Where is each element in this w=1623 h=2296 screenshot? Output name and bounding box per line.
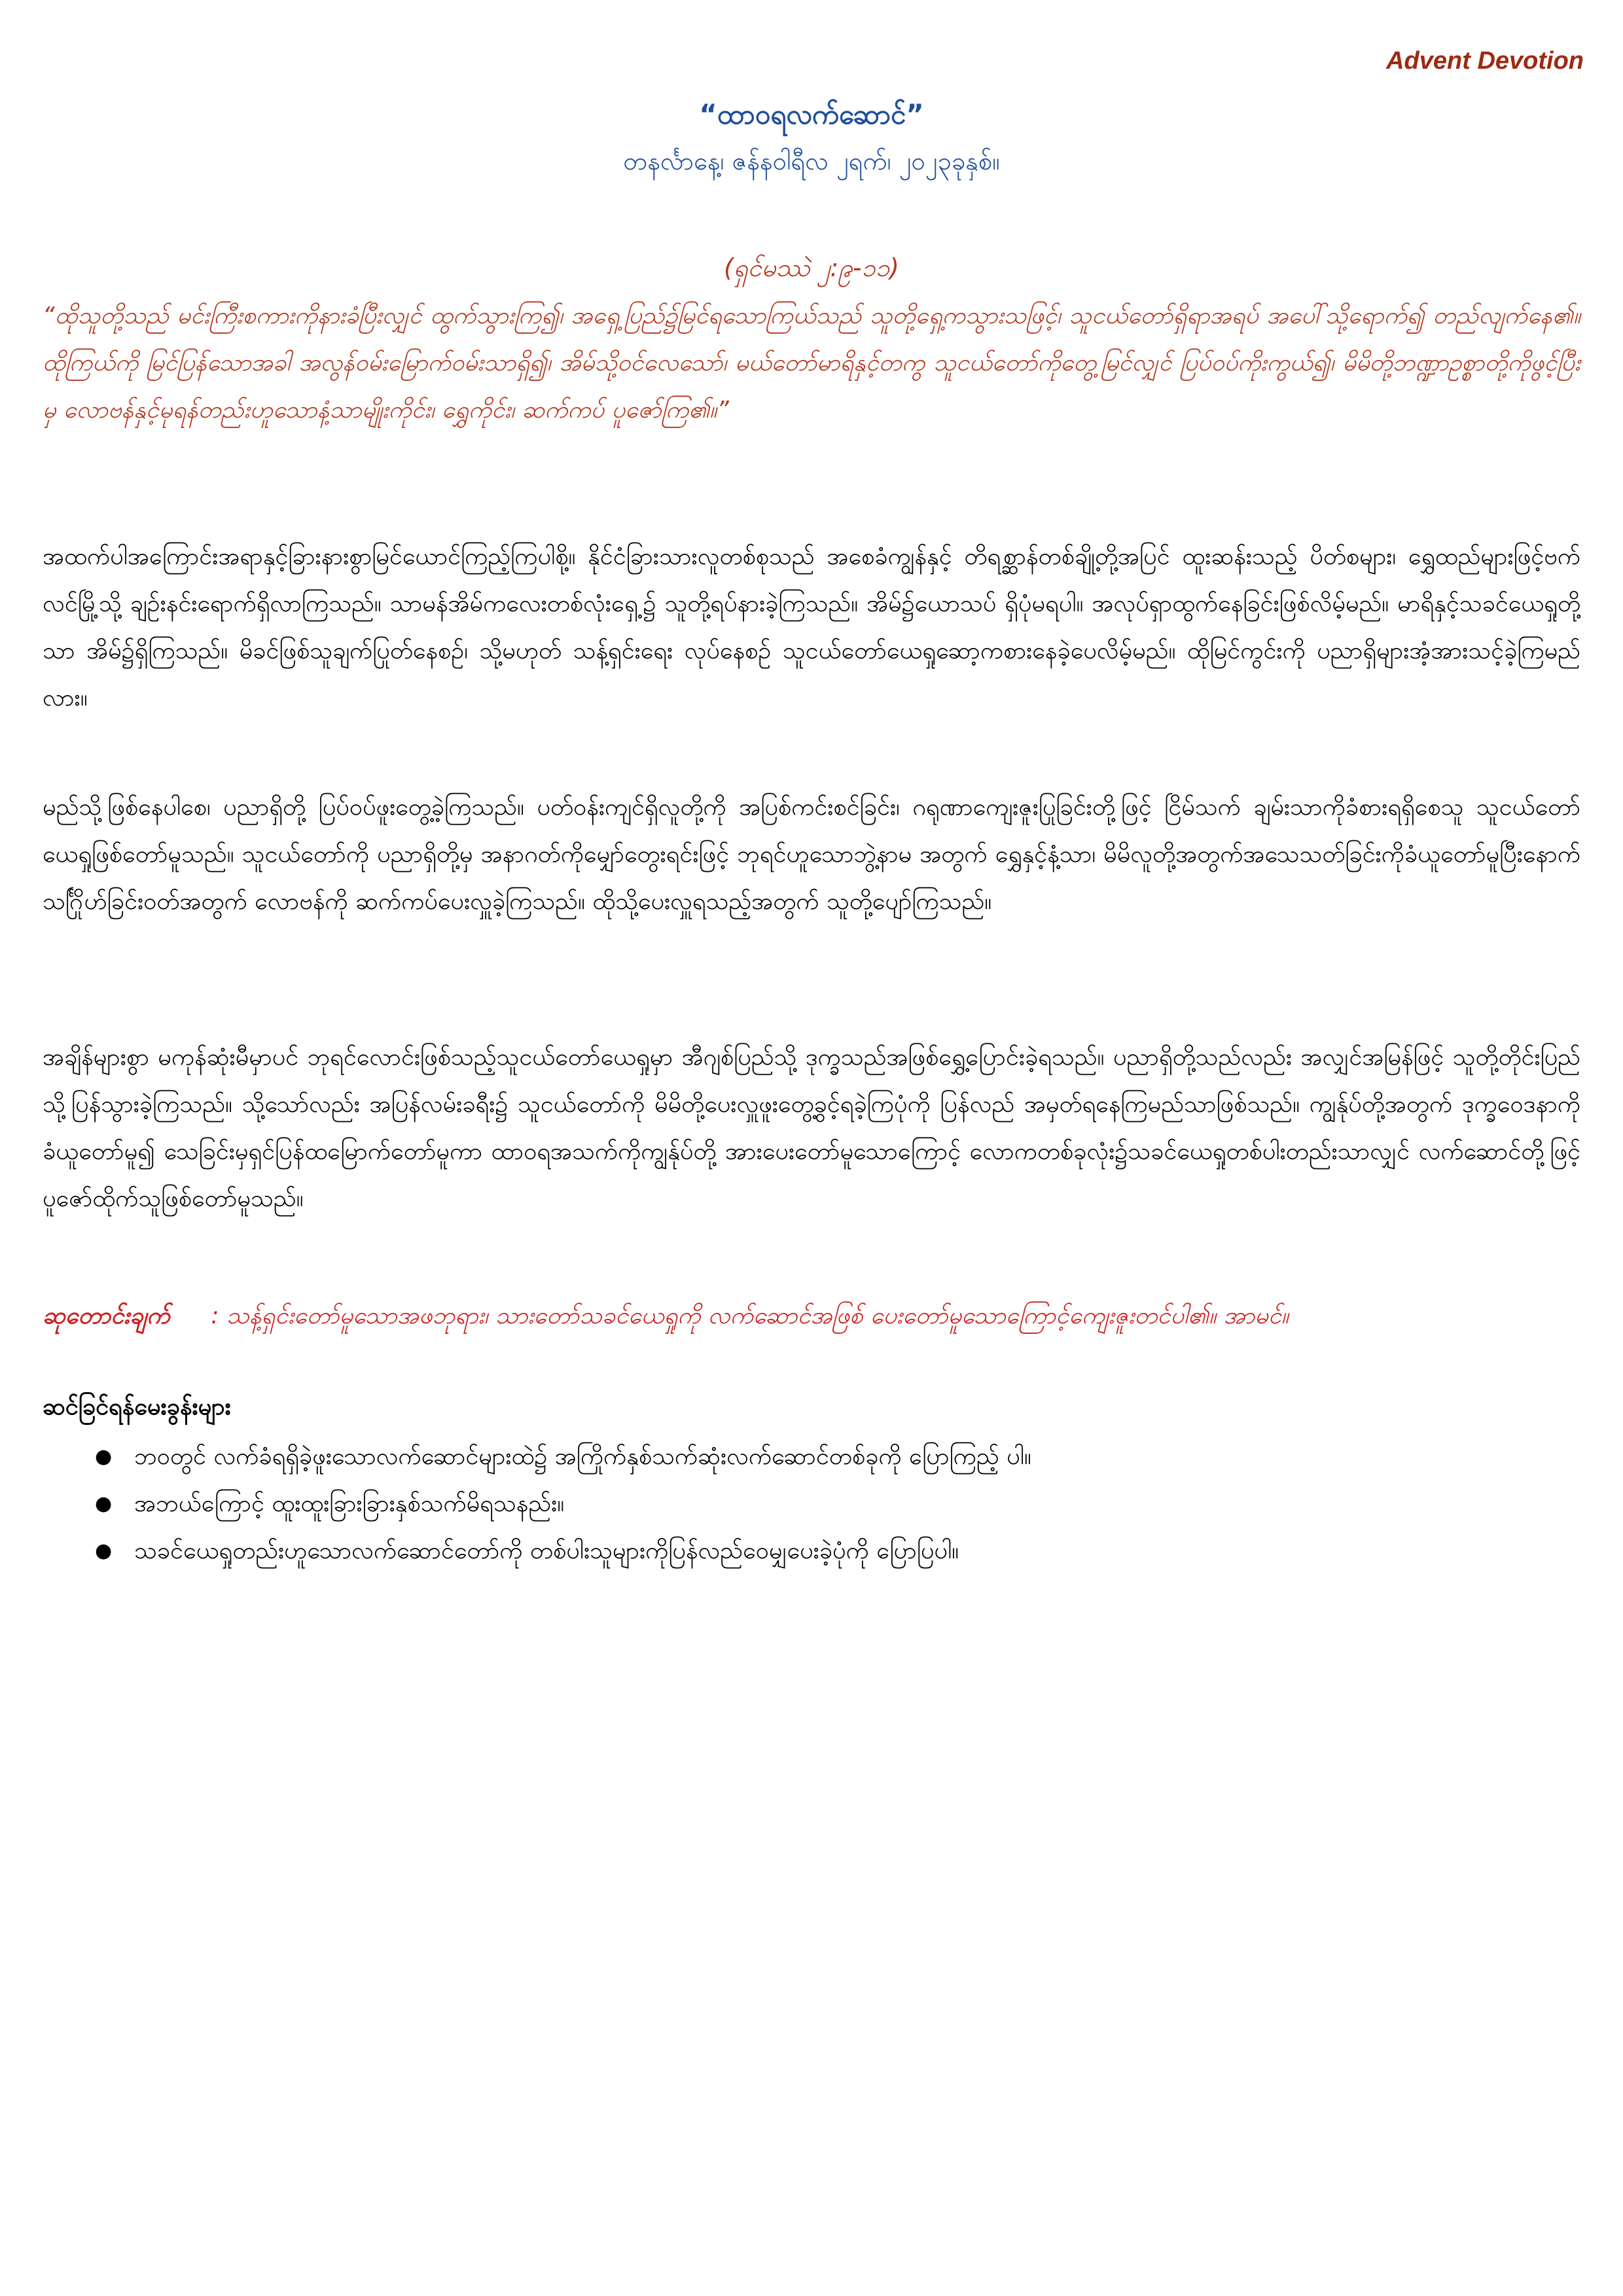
question-text: ဘဝတွင် လက်ခံရရှိခဲ့ဖူးသောလက်ဆောင်များထဲ၌ အကြိုက်နှစ်သက်ဆုံးလက်ဆောင်တစ်ခုကို ပြောကြည့် ပါ။	[134, 1443, 1031, 1470]
paragraph-3: အချိန်များစွာ မကုန်ဆုံးမီမှာပင် ဘုရင်လောင်းဖြစ်သည့်သူငယ်တော်ယေရှုမှာ အီဂျစ်ပြည်သို့ ဒုက္ခသည်အဖြစ်ရွှေ့ပြောင်းခဲ့ရသည်။ ပညာရှိတို့သည်လည်း အလျှင်အမြန်ဖြင့် သူတို့တိုင်းပြည်သို့ပြန်သွားခဲ့ကြသည်။ သို့သော်လည်း အပြန်လမ်းခရီး၌ သူငယ်တော်ကို မိမိတို့ပေးလှူဖူးတွေ့ခွင့်ရခဲ့ကြပုံကို ပြန်လည် အမှတ်ရနေကြမည်သာဖြစ်သည်။ ကျွန်ုပ်တို့အတွက် ဒုက္ခဝေဒနာကိုခံယူတော်မူ၍ သေခြင်းမှရှင်ပြန်ထမြောက်တော်မူကာ ထာဝရအသက်ကိုကျွန်ုပ်တို့ အားပေးတော်မူသောကြောင့် လောကတစ်ခုလုံး၌သခင်ယေရှုတစ်ပါးတည်းသာလျှင် လက်ဆောင်တို့ဖြင့်ပူဇော်ထိုက်သူဖြစ်တော်မူသည်။	[43, 1044, 1580, 1212]
header-tag: Advent Devotion	[1386, 47, 1584, 75]
scripture-text: “ထိုသူတို့သည် မင်းကြီးစကားကိုနားခံပြီးလျှင် ထွက်သွားကြ၍၊ အရှေ့ပြည်၌မြင်ရသောကြယ်သည် သူတို့ရှေ့ကသွားသဖြင့်၊ သူငယ်တော်ရှိရာအရပ် အပေါ်သို့ရောက်၍ တည်လျက်နေ၏။ ထိုကြယ်ကို မြင်ပြန်သောအခါ အလွန်ဝမ်းမြောက်ဝမ်းသာရှိ၍၊ အိမ်သို့ဝင်လေသော်၊ မယ်တော်မာရိနှင့်တကွ သူငယ်တော်ကိုတွေ့မြင်လျှင် ပြပ်ဝပ်ကိုးကွယ်၍၊ မိမိတို့ဘဏ္ဍာဥစ္စာတို့ကိုဖွင့်ပြီးမှ လောဗန်နှင့်မုရန်တည်းဟူသောနံ့သာမျိုးကိုင်း၊ ရွှေကိုင်း၊ ဆက်ကပ် ပူဇော်ကြ၏။”	[43, 302, 1581, 423]
questions-list	[95, 1433, 1535, 1575]
paragraph-1: အထက်ပါအကြောင်းအရာနှင့်ခြားနားစွာမြင်ယောင်ကြည့်ကြပါစို့။ နိုင်ငံခြားသားလူတစ်စုသည် အစေခံကျွန်နှင့် တိရစ္ဆာန်တစ်ချို့တို့အပြင် ထူးဆန်းသည့် ပိတ်စများ၊ ရွှေထည်များဖြင့်ဗက်လင်မြို့သို့ ချဉ်းနင်းရောက်ရှိလာကြသည်။ သာမန်အိမ်ကလေးတစ်လုံးရှေ့၌ သူတို့ရပ်နားခဲ့ကြသည်။ အိမ်၌ယောသပ် ရှိပုံမရပါ။ အလုပ်ရှာထွက်နေခြင်းဖြစ်လိမ့်မည်။ မာရိနှင့်သခင်ယေရှုတို့သာ အိမ်၌ရှိကြသည်။ မိခင်ဖြစ်သူချက်ပြုတ်နေစဉ်၊ သို့မဟုတ် သန့်ရှင်းရေး လုပ်နေစဉ် သူငယ်တော်ယေရှုဆော့ကစားနေခဲ့ပေလိမ့်မည်။ ထိုမြင်ကွင်းကို ပညာရှိများအံ့အားသင့်ခဲ့ကြမည်လား။	[43, 543, 1580, 711]
prayer-label: ဆုတောင်းချက်	[43, 1302, 170, 1329]
bullet-icon: ●	[95, 1539, 113, 1562]
scripture-reference: (ရှင်မဿဲ ၂:၉-၁၁)	[723, 253, 899, 282]
question-text: အဘယ်ကြောင့် ထူးထူးခြားခြားနှစ်သက်မိရသနည်း။	[134, 1490, 565, 1517]
bullet-icon: ●	[95, 1445, 113, 1468]
date-line: တနင်္လာနေ့၊ ဇန်နဝါရီလ ၂ရက်၊ ၂၀၂၃ခုနှစ်။	[623, 147, 1000, 175]
bullet-icon: ●	[95, 1492, 113, 1515]
prayer	[43, 1293, 1580, 1340]
prayer-text: : သန့်ရှင်းတော်မူသောအဖဘုရား၊ သားတော်သခင်ယေရှုကို လက်ဆောင်အဖြစ် ပေးတော်မူသောကြောင့်ကျေးဇူးတင်ပါ၏။ အာမင်။	[211, 1302, 1289, 1329]
list-item	[95, 1433, 1535, 1480]
questions-heading: ဆင်ခြင်ရန်မေးခွန်းများ	[43, 1393, 231, 1420]
paragraph-2: မည်သို့ဖြစ်နေပါစေ၊ ပညာရှိတို့ ပြပ်ဝပ်ဖူးတွေ့ခဲ့ကြသည်။ ပတ်ဝန်းကျင်ရှိလူတို့ကို အပြစ်ကင်းစင်ခြင်း၊ ဂရုဏာကျေးဇူးပြုခြင်းတို့ဖြင့် ငြိမ်သက် ချမ်းသာကိုခံစားရရှိစေသူ သူငယ်တော်ယေရှုဖြစ်တော်မူသည်။ သူငယ်တော်ကို ပညာရှိတို့မှ အနာဂတ်ကိုမျှော်တွေးရင်းဖြင့် ဘုရင်ဟူသောဘွဲ့နာမ အတွက် ရွှေနှင့်နံ့သာ၊ မိမိလူတို့အတွက်အသေသတ်ခြင်းကိုခံယူတော်မူပြီးနောက် သင်္ဂြိုဟ်ခြင်းဝတ်အတွက် လောဗန်ကို ဆက်ကပ်ပေးလှူခဲ့ကြသည်။ ထိုသို့ပေးလှူရသည့်အတွက် သူတို့ပျော်ကြသည်။	[43, 794, 1580, 915]
list-item	[95, 1528, 1535, 1575]
question-text: သခင်ယေရှုတည်းဟူသောလက်ဆောင်တော်ကို တစ်ပါးသူများကိုပြန်လည်ဝေမျှပေးခဲ့ပုံကို ပြောပြပါ။	[134, 1537, 959, 1564]
list-item	[95, 1480, 1535, 1528]
page-title: “ထာဝရလက်ဆောင်”	[699, 98, 924, 130]
